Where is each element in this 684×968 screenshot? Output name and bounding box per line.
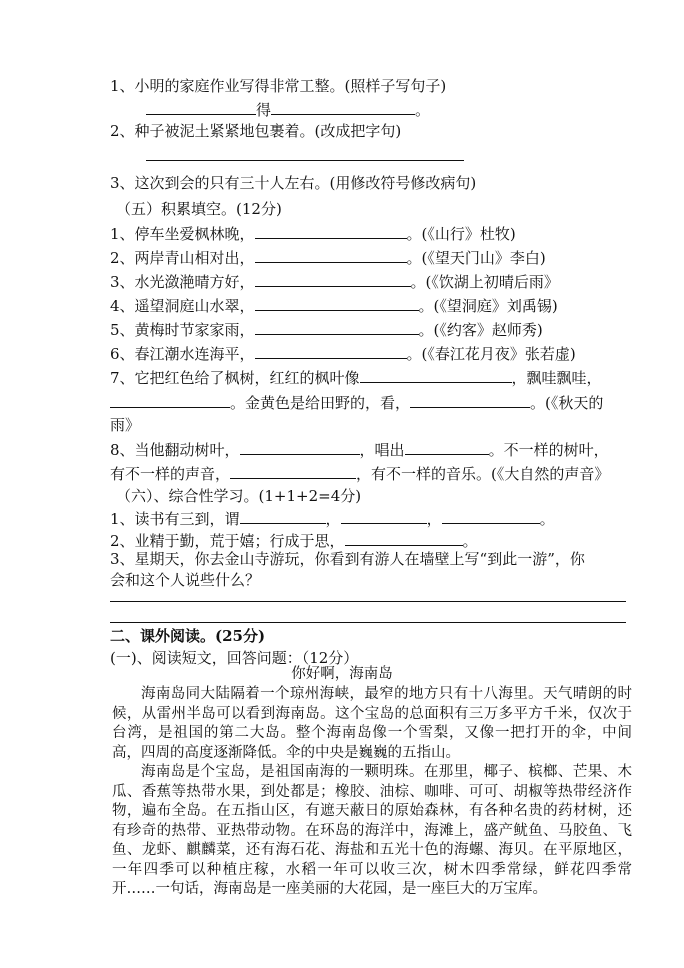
- s5-q7-line3: [110, 415, 140, 435]
- s4-q2: [110, 121, 401, 141]
- s5-item-prefix: 3、水光潋滟晴方好，: [110, 273, 255, 291]
- s6-q1-sep: ，: [325, 510, 341, 528]
- passage-title-text: 你好啊，海南岛: [291, 666, 393, 682]
- s6-q1-blank-2[interactable]: [341, 508, 427, 524]
- s6-q2-a: 2、业精于勤，荒于嬉；行成于思，: [110, 532, 345, 550]
- s4-q1: [110, 76, 446, 96]
- s5-q7-blank-1[interactable]: [360, 367, 512, 383]
- s5-q7-blank-3[interactable]: [410, 392, 530, 408]
- s5-item: [110, 223, 516, 244]
- s5-q7-e: 雨》: [110, 416, 141, 434]
- part2-subheading-text: (一)、阅读短文，回答问题：（12分）: [110, 649, 359, 667]
- s6-q2: [110, 530, 478, 551]
- s5-item-prefix: 5、黄梅时节家家雨，: [110, 321, 255, 339]
- s5-item-blank[interactable]: [255, 295, 419, 311]
- s6-q1: [110, 508, 555, 529]
- s5-q7-blank-2[interactable]: [110, 392, 230, 408]
- s6-q3-b: 会和这个人说些什么？: [110, 571, 261, 589]
- s6-q2-end: 。: [462, 532, 478, 550]
- passage-body: [112, 685, 632, 900]
- s6-q2-blank[interactable]: [345, 530, 463, 546]
- s6-q1-a: 1、读书有三到，谓: [110, 510, 240, 528]
- s6-q1-blank-3[interactable]: [442, 508, 540, 524]
- s5-item-prefix: 4、遥望洞庭山水翠，: [110, 297, 255, 315]
- s5-q8-d: 有不一样的声音，: [110, 465, 231, 483]
- s5-item: [110, 319, 543, 340]
- s5-item-blank[interactable]: [255, 247, 407, 263]
- passage-title: [0, 665, 684, 684]
- s4-q2-answer-line[interactable]: [146, 160, 464, 161]
- s5-item: [110, 247, 546, 268]
- s6-q1-sep: ，: [426, 510, 442, 528]
- s5-item-source: 。(《山行》杜牧): [406, 225, 516, 243]
- s6-q3-answer-line-2[interactable]: [110, 622, 626, 623]
- s5-item-prefix: 1、停车坐爱枫林晚，: [110, 225, 255, 243]
- s5-q7-a: 7、它把红色给了枫树，红红的枫叶像: [110, 369, 360, 387]
- s5-item-source: 。(《饮湖上初晴后雨》: [410, 273, 559, 291]
- part2-heading: [110, 626, 265, 646]
- s4-q3-text: 3、这次到会的只有三十人左右。(用修改符号修改病句): [110, 174, 477, 192]
- passage-paragraph-2: 海南岛是个宝岛，是祖国南海的一颗明珠。在那里，椰子、槟榔、芒果、木瓜、香蕉等热带水果，到处都是；橡胶、油棕、咖啡、可可、胡椒等热带经济作物，遍布全岛。在五指山区，有遮天蔽日的原始森林，有各种名贵的药材树，还有珍奇的热带、亚热带动物。在环岛的海洋中，海滩上，盛产鱿鱼、马胶鱼、飞鱼、龙虾、麒麟菜，还有海石花、海盐和五光十色的海螺、海贝。在平原地区，一年四季可以种植庄稼，水稻一年可以收三次，树木四季常绿，鲜花四季常开……一句话，海南岛是一座美丽的大花园，是一座巨大的万宝库。: [112, 764, 632, 897]
- s5-q7-d: 。(《秋天的: [530, 394, 604, 412]
- s6-q3-answer-line-1[interactable]: [110, 601, 626, 602]
- s5-q8-blank-1[interactable]: [240, 439, 360, 455]
- s5-q8-b: ，唱出: [359, 441, 405, 459]
- s4-q3: [110, 173, 476, 193]
- s5-q8-a: 8、当他翻动树叶，: [110, 441, 240, 459]
- s5-q8-e: ，有不一样的音乐。(《大自然的声音》: [356, 465, 610, 483]
- s4-q1-answer-line: [146, 99, 430, 120]
- s5-item: [110, 295, 558, 316]
- s6-q1-blank-1[interactable]: [240, 508, 326, 524]
- s5-item-prefix: 2、两岸青山相对出，: [110, 249, 255, 267]
- s5-item-blank[interactable]: [255, 319, 419, 335]
- s6-q3-a: 3、星期天，你去金山寺游玩，你看到有游人在墙壁上写“到此一游”，你: [110, 550, 585, 568]
- s5-q7-line1: [110, 367, 602, 388]
- s5-q7-line2: [110, 392, 603, 413]
- s5-q8-blank-3[interactable]: [230, 463, 356, 479]
- s5-q8-line1: [110, 439, 609, 460]
- s5-item: [110, 271, 559, 292]
- part2-heading-text: 二、课外阅读。(25分): [110, 627, 266, 645]
- s5-q7-b: ，飘哇飘哇，: [511, 369, 602, 387]
- s4-q1-mid: 得: [256, 101, 272, 119]
- s6-q1-end: 。: [539, 510, 555, 528]
- s4-q1-end: 。: [415, 101, 431, 119]
- s5-q8-line2: [110, 463, 609, 484]
- s5-item-blank[interactable]: [255, 343, 407, 359]
- s6-heading: [116, 486, 361, 506]
- s5-item: [110, 343, 576, 364]
- s5-item-source: 。(《约客》赵师秀): [418, 321, 543, 339]
- s5-heading: [116, 199, 282, 219]
- s5-item-source: 。(《望洞庭》刘禹锡): [418, 297, 558, 315]
- s6-heading-text: （六）、综合性学习。(1+1+2=4分): [116, 487, 362, 505]
- s5-heading-text: （五）积累填空。(12分): [116, 200, 282, 218]
- s6-q3-line1: [110, 549, 585, 569]
- s5-item-source: 。(《望天门山》李白): [406, 249, 546, 267]
- s5-item-prefix: 6、春江潮水连海平，: [110, 345, 255, 363]
- s5-q7-c: 。金黄色是给田野的，看，: [230, 394, 411, 412]
- s5-item-source: 。(《春江花月夜》张若虚): [406, 345, 576, 363]
- s4-q2-text: 2、种子被泥土紧紧地包裹着。(改成把字句): [110, 122, 402, 140]
- s4-q1-text: 1、小明的家庭作业写得非常工整。(照样子写句子): [110, 77, 447, 95]
- s4-q1-blank-1[interactable]: [146, 99, 256, 115]
- s4-q1-blank-2[interactable]: [271, 99, 415, 115]
- s5-item-blank[interactable]: [255, 271, 411, 287]
- s5-q8-blank-2[interactable]: [405, 439, 489, 455]
- s6-q3-line2: [110, 570, 260, 590]
- s5-item-blank[interactable]: [255, 223, 407, 239]
- s5-q8-c: 。不一样的树叶，: [488, 441, 609, 459]
- passage-paragraph-1: 海南岛同大陆隔着一个琼州海峡，最窄的地方只有十八海里。天气晴朗的时候，从雷州半岛可以看到海南岛。这个宝岛的总面积有三万多平方千米，仅次于台湾，是祖国的第二大岛。整个海南岛像一个雪梨，又像一把打开的伞，中间高，四周的高度逐渐降低。伞的中央是巍巍的五指山。: [112, 686, 632, 761]
